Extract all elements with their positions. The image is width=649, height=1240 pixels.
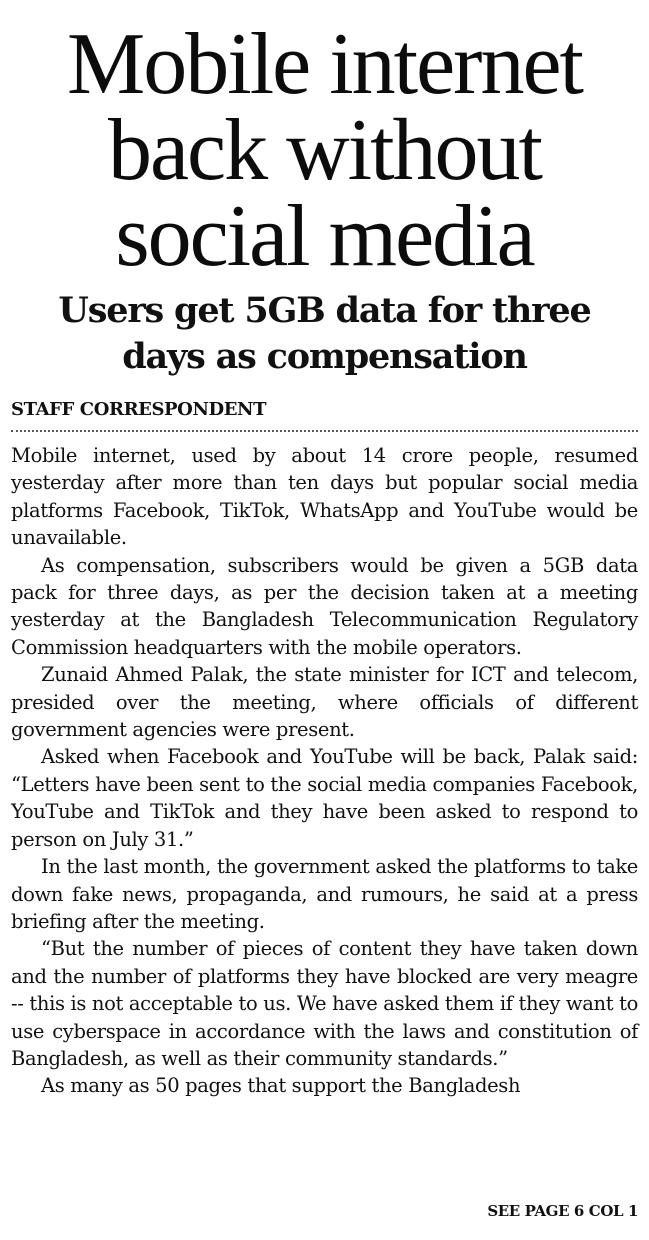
headline bbox=[11, 0, 638, 285]
continued-on-page-note: SEE PAGE 6 COL 1 bbox=[487, 1202, 638, 1220]
article-body bbox=[11, 442, 638, 1100]
paragraph-6: “But the number of pieces of content they have taken down and the number of platforms they have blocked are very meagre -- this is not acceptable to us. We have asked them if they want to use cyberspace in accordance with the laws and constitution of Bangladesh, as well as their community standards.” bbox=[11, 937, 638, 1070]
paragraph-2: As compensation, subscribers would be given a 5GB data pack for three days, as per the decision taken at a meeting yesterday at the Bangladesh Telecommunication Regulatory Commission headquarters with the mobile operators. bbox=[11, 553, 638, 659]
subheadline-line-2: days as compensation bbox=[122, 336, 527, 377]
paragraph-5: In the last month, the government asked the platforms to take down fake news, propaganda, and rumours, he said at a press briefing after the meeting. bbox=[11, 855, 638, 933]
headline-line-3: social media bbox=[115, 188, 534, 285]
subheadline bbox=[11, 288, 638, 380]
headline-line-2: back without bbox=[107, 102, 541, 199]
paragraph-7: As many as 50 pages that support the Bangladesh bbox=[41, 1074, 521, 1098]
headline-line-1: Mobile internet bbox=[67, 16, 582, 113]
paragraph-1: Mobile internet, used by about 14 crore people, resumed yesterday after more than ten days but popular social media platforms Facebook, TikTok, WhatsApp and YouTube would be unavailable. bbox=[11, 444, 638, 550]
paragraph-3: Zunaid Ahmed Palak, the state minister for ICT and telecom, presided over the meeting, where officials of different government agencies were present. bbox=[11, 663, 638, 742]
byline: STAFF CORRESPONDENT bbox=[11, 400, 638, 432]
subheadline-line-1: Users get 5GB data for three bbox=[58, 290, 591, 331]
paragraph-4: Asked when Facebook and YouTube will be back, Palak said: “Letters have been sent to the social media companies Facebook, YouTube and TikTok and they have been asked to respond to person on July 31.” bbox=[11, 745, 638, 851]
